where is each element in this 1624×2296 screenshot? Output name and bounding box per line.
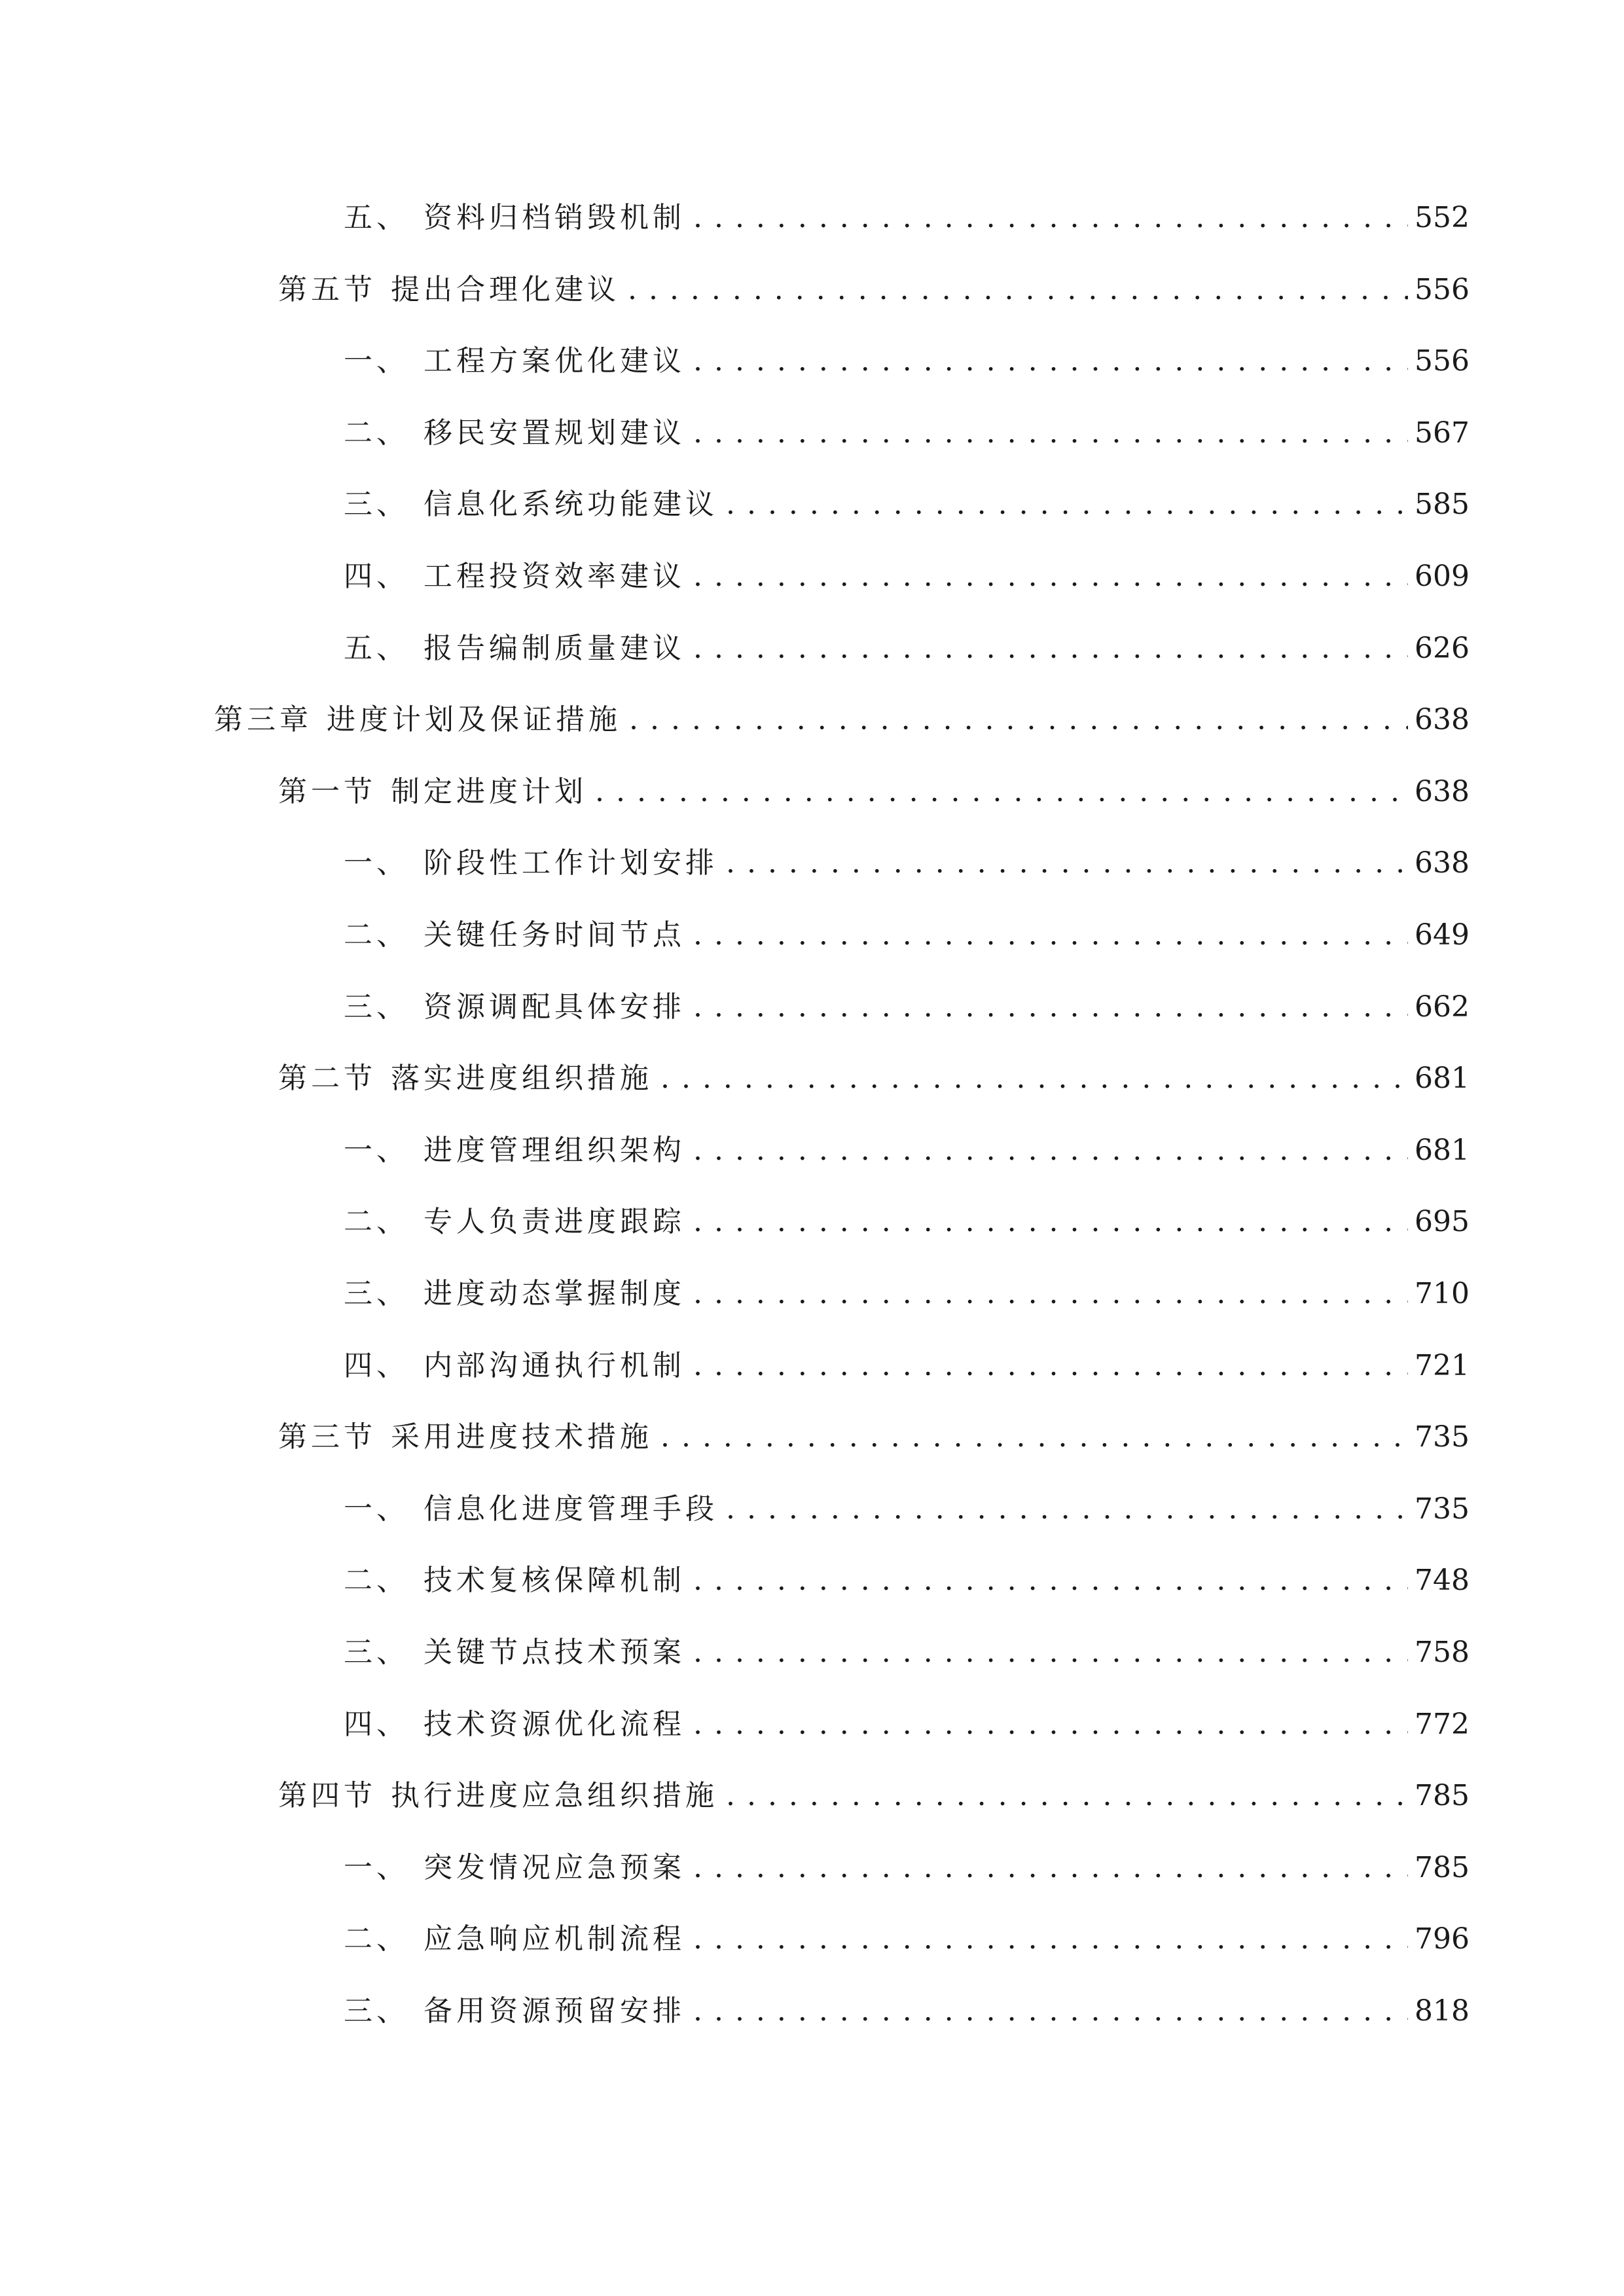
toc-entry-title: 信息化系统功能建议 xyxy=(424,488,718,522)
toc-entry-marker: 一、 xyxy=(344,846,409,880)
dot-leader xyxy=(693,554,1408,600)
toc-entry-page-number: 556 xyxy=(1415,344,1470,378)
toc-entry[interactable] xyxy=(344,984,1470,1030)
toc-entry-title: 落实进度组织措施 xyxy=(391,1062,653,1096)
toc-entry-page-number: 626 xyxy=(1415,631,1470,665)
dot-leader xyxy=(693,1630,1408,1676)
toc-entry-title: 阶段性工作计划安排 xyxy=(424,846,718,880)
dot-leader xyxy=(595,769,1408,815)
toc-entry-marker: 第五节 xyxy=(278,272,376,306)
toc-entry-marker: 第一节 xyxy=(278,774,376,808)
toc-entry-page-number: 818 xyxy=(1415,1994,1470,2028)
toc-entry-title: 进度管理组织架构 xyxy=(424,1133,685,1167)
toc-entry[interactable] xyxy=(214,697,1470,743)
toc-entry-page-number: 695 xyxy=(1415,1205,1470,1239)
toc-entry-page-number: 638 xyxy=(1415,774,1470,808)
toc-entry[interactable] xyxy=(344,1271,1470,1317)
dot-leader xyxy=(693,1199,1408,1245)
toc-entry-marker: 第二节 xyxy=(278,1062,376,1096)
toc-entry[interactable] xyxy=(278,1773,1470,1819)
dot-leader xyxy=(628,267,1408,313)
toc-entry-marker: 二、 xyxy=(344,416,409,450)
dot-leader xyxy=(693,410,1408,456)
toc-entry[interactable] xyxy=(344,1128,1470,1174)
toc-entry-page-number: 735 xyxy=(1415,1492,1470,1526)
toc-entry-page-number: 585 xyxy=(1415,488,1470,522)
toc-entry-title: 内部沟通执行机制 xyxy=(424,1348,685,1382)
toc-entry[interactable] xyxy=(278,1056,1470,1102)
toc-entry-marker: 四、 xyxy=(344,560,409,593)
toc-entry-title: 报告编制质量建议 xyxy=(424,631,685,665)
toc-entry-page-number: 748 xyxy=(1415,1564,1470,1598)
toc-entry-title: 进度计划及保证措施 xyxy=(327,703,621,737)
dot-leader xyxy=(693,1988,1408,2034)
toc-entry-page-number: 721 xyxy=(1415,1348,1470,1382)
toc-entry-title: 技术复核保障机制 xyxy=(424,1564,685,1598)
toc-entry[interactable] xyxy=(344,1486,1470,1532)
toc-entry[interactable] xyxy=(344,840,1470,886)
toc-entry-marker: 四、 xyxy=(344,1348,409,1382)
toc-entry-page-number: 785 xyxy=(1415,1850,1470,1884)
toc-entry[interactable] xyxy=(344,482,1470,528)
toc-entry-marker: 第三节 xyxy=(278,1420,376,1454)
toc-entry-title: 移民安置规划建议 xyxy=(424,416,685,450)
toc-entry-marker: 一、 xyxy=(344,1492,409,1526)
toc-entry-marker: 三、 xyxy=(344,488,409,522)
dot-leader xyxy=(693,195,1408,241)
toc-entry-page-number: 638 xyxy=(1415,846,1470,880)
toc-entry-marker: 二、 xyxy=(344,918,409,952)
toc-entry-page-number: 609 xyxy=(1415,560,1470,593)
toc-entry[interactable] xyxy=(344,1845,1470,1891)
toc-entry-page-number: 567 xyxy=(1415,416,1470,450)
dot-leader xyxy=(693,1128,1408,1174)
toc-entry-marker: 三、 xyxy=(344,1636,409,1669)
toc-entry-marker: 四、 xyxy=(344,1707,409,1741)
toc-entry-page-number: 785 xyxy=(1415,1779,1470,1813)
toc-entry-page-number: 556 xyxy=(1415,272,1470,306)
dot-leader xyxy=(726,482,1408,528)
toc-entry[interactable] xyxy=(344,1630,1470,1676)
dot-leader xyxy=(693,1271,1408,1317)
toc-entry-title: 关键节点技术预案 xyxy=(424,1636,685,1669)
toc-entry-marker: 三、 xyxy=(344,1994,409,2028)
toc-entry-title: 采用进度技术措施 xyxy=(391,1420,653,1454)
toc-entry-page-number: 772 xyxy=(1415,1707,1470,1741)
toc-entry-page-number: 758 xyxy=(1415,1636,1470,1669)
toc-entry-title: 资源调配具体安排 xyxy=(424,990,685,1024)
toc-entry[interactable] xyxy=(278,1414,1470,1460)
dot-leader xyxy=(726,1773,1408,1819)
toc-entry[interactable] xyxy=(344,1199,1470,1245)
toc-entry-page-number: 681 xyxy=(1415,1133,1470,1167)
toc-entry-title: 专人负责进度跟踪 xyxy=(424,1205,685,1239)
toc-entry-marker: 三、 xyxy=(344,990,409,1024)
toc-entry-title: 技术资源优化流程 xyxy=(424,1707,685,1741)
toc-entry-page-number: 681 xyxy=(1415,1062,1470,1096)
toc-entry-title: 进度动态掌握制度 xyxy=(424,1277,685,1310)
toc-entry-page-number: 649 xyxy=(1415,918,1470,952)
toc-entry-marker: 二、 xyxy=(344,1922,409,1956)
toc-entry-page-number: 796 xyxy=(1415,1922,1470,1956)
toc-entry-marker: 五、 xyxy=(344,201,409,234)
toc-entry-title: 关键任务时间节点 xyxy=(424,918,685,952)
dot-leader xyxy=(693,912,1408,958)
dot-leader xyxy=(693,338,1408,384)
dot-leader xyxy=(726,1486,1408,1532)
dot-leader xyxy=(693,1916,1408,1962)
toc-entry-marker: 第四节 xyxy=(278,1779,376,1813)
toc-entry[interactable] xyxy=(344,338,1470,384)
toc-entry-page-number: 552 xyxy=(1415,201,1470,234)
toc-entry[interactable] xyxy=(344,1558,1470,1604)
toc-entry-title: 制定进度计划 xyxy=(391,774,587,808)
dot-leader xyxy=(693,1702,1408,1748)
toc-entry-title: 应急响应机制流程 xyxy=(424,1922,685,1956)
toc-entry-marker: 二、 xyxy=(344,1564,409,1598)
toc-entry-marker: 五、 xyxy=(344,631,409,665)
toc-entry-title: 提出合理化建议 xyxy=(391,272,620,306)
toc-entry[interactable] xyxy=(344,195,1470,241)
toc-entry[interactable] xyxy=(278,267,1470,313)
toc-entry-title: 信息化进度管理手段 xyxy=(424,1492,718,1526)
toc-entry-page-number: 710 xyxy=(1415,1277,1470,1310)
toc-entry-marker: 第三章 xyxy=(214,703,312,737)
toc-entry-title: 执行进度应急组织措施 xyxy=(391,1779,718,1813)
toc-entry[interactable] xyxy=(344,1988,1470,2034)
toc-entry-marker: 一、 xyxy=(344,344,409,378)
toc-entry[interactable] xyxy=(344,1702,1470,1748)
toc-entry-title: 突发情况应急预案 xyxy=(424,1850,685,1884)
toc-entry-title: 资料归档销毁机制 xyxy=(424,201,685,234)
dot-leader xyxy=(693,984,1408,1030)
toc-entry[interactable] xyxy=(344,1916,1470,1962)
toc-entry-page-number: 638 xyxy=(1415,703,1470,737)
toc-entry-page-number: 735 xyxy=(1415,1420,1470,1454)
toc-entry-marker: 三、 xyxy=(344,1277,409,1310)
toc-entry-title: 工程方案优化建议 xyxy=(424,344,685,378)
toc-entry[interactable] xyxy=(344,1343,1470,1389)
dot-leader xyxy=(693,626,1408,672)
dot-leader xyxy=(693,1343,1408,1389)
dot-leader xyxy=(660,1414,1408,1460)
toc-entry-marker: 一、 xyxy=(344,1133,409,1167)
toc-entry[interactable] xyxy=(344,626,1470,672)
toc-entry-marker: 一、 xyxy=(344,1850,409,1884)
toc-entry-marker: 二、 xyxy=(344,1205,409,1239)
dot-leader xyxy=(693,1845,1408,1891)
dot-leader xyxy=(693,1558,1408,1604)
toc-entry-title: 备用资源预留安排 xyxy=(424,1994,685,2028)
dot-leader xyxy=(629,697,1408,743)
toc-entry[interactable] xyxy=(344,912,1470,958)
dot-leader xyxy=(726,840,1408,886)
toc-entry-page-number: 662 xyxy=(1415,990,1470,1024)
toc-entry[interactable] xyxy=(344,554,1470,600)
dot-leader xyxy=(660,1056,1408,1102)
toc-entry[interactable] xyxy=(278,769,1470,815)
toc-entry-title: 工程投资效率建议 xyxy=(424,560,685,593)
toc-entry[interactable] xyxy=(344,410,1470,456)
